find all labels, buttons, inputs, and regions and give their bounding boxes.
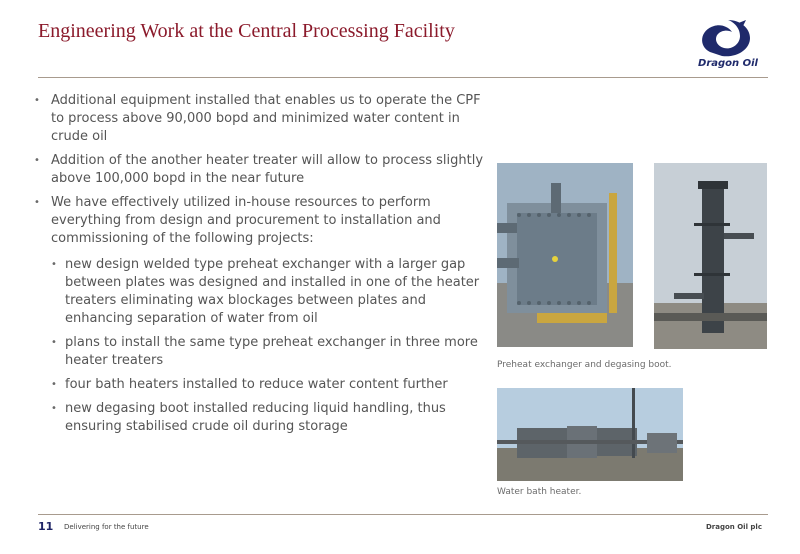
sub-bullet-item: • new design welded type preheat exchanger with a larger gap between plates was designed and installed in one of the heater treaters eliminating wax blockages between plates and enhancing separation of water from oil	[51, 256, 484, 328]
water-bath-heater-photo	[497, 388, 683, 481]
dragon-logo-icon	[688, 18, 768, 60]
bullet-item: • Additional equipment installed that enables us to operate the CPF to process above 90,000 bopd and minimized water content in crude oil	[34, 92, 484, 146]
footer-company: Dragon Oil plc	[706, 523, 762, 531]
slide-title: Engineering Work at the Central Processing Facility	[38, 20, 455, 42]
logo-text: Dragon Oil	[698, 58, 758, 69]
page-number: 11	[38, 520, 54, 533]
sub-bullet-list	[51, 256, 484, 436]
bullet-list	[34, 92, 484, 442]
header-divider	[38, 77, 768, 78]
company-logo	[688, 18, 768, 74]
preheat-exchanger-photo	[497, 163, 633, 347]
sub-bullet-item: • plans to install the same type preheat exchanger in three more heater treaters	[51, 334, 484, 370]
photo-caption: Preheat exchanger and degasing boot.	[497, 360, 672, 370]
bullet-item	[34, 194, 484, 436]
degasing-boot-photo	[654, 163, 767, 349]
sub-bullet-item: • new degasing boot installed reducing liquid handling, thus ensuring stabilised crude oil during storage	[51, 400, 484, 436]
bullet-text: We have effectively utilized in-house resources to perform everything from design and procurement to installation and commissioning of the following projects:	[51, 195, 441, 246]
photo-caption: Water bath heater.	[497, 487, 582, 497]
footer-tagline: Delivering for the future	[64, 523, 149, 531]
footer-divider	[38, 514, 768, 515]
sub-bullet-item: • four bath heaters installed to reduce water content further	[51, 376, 484, 394]
bullet-item: • Addition of the another heater treater will allow to process slightly above 100,000 bopd in the near future	[34, 152, 484, 188]
